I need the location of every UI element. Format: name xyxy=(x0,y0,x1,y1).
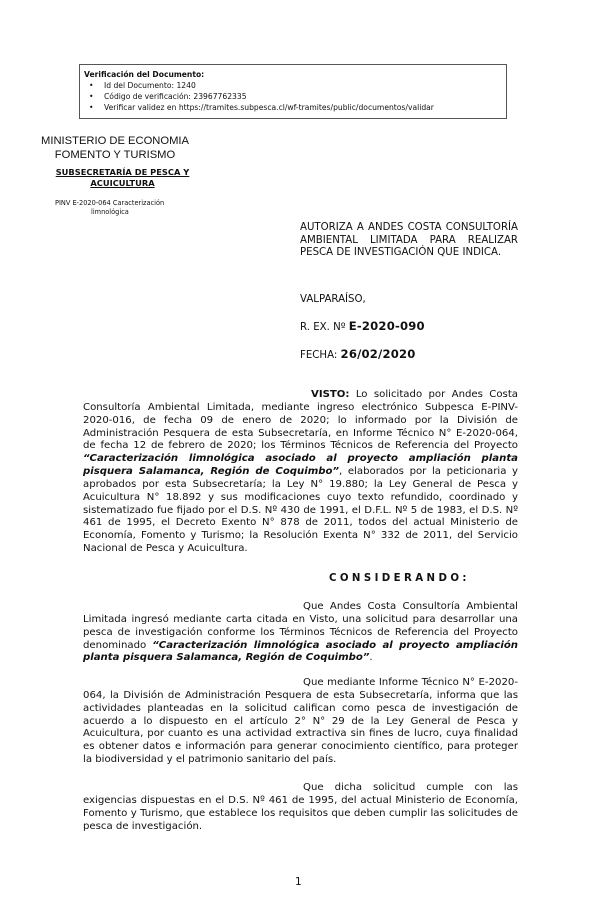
page-number: 1 xyxy=(295,876,302,888)
considerando-2-text: Que mediante Informe Técnico N° E-2020-064, la División de Administración Pesquera de esta Subsecretaría, informa que las actividades planteadas en la solicitud califican como pesca de investigación de acuerdo a lo dispuesto en el artículo 2° N° 29 de la Ley General de Pesca y Acuicultura, por cuanto es una actividad extractiva sin fines de lucro, cuya finalidad es obtener datos e información para generar conocimiento científico, para proteger la biodiversidad y el patrimonio sanitario del país. xyxy=(83,677,518,766)
reference-note xyxy=(55,199,185,217)
fecha-label: FECHA: xyxy=(300,350,338,361)
visto-label: VISTO: xyxy=(311,389,350,400)
resolution-number xyxy=(300,319,425,333)
verification-box xyxy=(79,64,507,119)
considerando-paragraph-1: Que Andes Costa Consultoría Ambiental Limitada ingresó mediante carta citada en Visto, una solicitud para desarrollar una pesca de investigación conforme los Términos Técnicos de Referencia del Proyecto denominado “Caracterización limnológica asociado al proyecto ampliación planta pisquera Salamanca, Región de Coquimbo”. xyxy=(83,601,518,664)
considerando-1-project: “Caracterización limnológica asociado al proyecto ampliación planta pisquera Salamanca, Región de Coquimbo” xyxy=(83,639,518,664)
considerando-paragraph-2 xyxy=(83,677,518,767)
visto-text-2: , elaborados por la peticionaria y aprobados por esta Subsecretaría; la Ley N° 19.880; la Ley General de Pesca y Acuicultura N° 18.892 y sus modificaciones cuyo texto refundido, coordinado y sistematizado fue fijado por el D.S. Nº 430 de 1991, el D.F.L. Nº 5 de 1983, el D.S. Nº 461 de 1995, el Decreto Exento N° 878 de 2011, todos del actual Ministerio de Economía, Fomento y Turismo; la Resolución Exenta N° 332 de 2011, del Servicio Nacional de Pesca y Acuicultura. xyxy=(83,466,518,555)
verification-code: • Código de verificación: 23967762335 xyxy=(104,91,506,102)
considerando-paragraph-3 xyxy=(83,782,518,833)
ministry-line-1: MINISTERIO DE ECONOMIA xyxy=(41,135,189,147)
considerando-1-text: Que Andes Costa Consultoría Ambiental Limitada ingresó mediante carta citada en Visto, una solicitud para desarrollar una pesca de investigación conforme los Términos Técnicos de Referencia del Proyecto denominado xyxy=(83,601,518,651)
subsecretaria-name: SUBSECRETARÍA DE PESCA Y ACUICULTURA xyxy=(55,167,190,188)
verification-url[interactable]: • Verificar validez en https://tramites.subpesca.cl/wf-tramites/public/documentos/validar xyxy=(104,102,506,113)
ministry-line-2: FOMENTO Y TURISMO xyxy=(54,149,176,161)
resolution-date xyxy=(300,347,416,361)
ministry-name xyxy=(40,134,190,162)
visto-text-1: Lo solicitado por Andes Costa Consultoría Ambiental Limitada, mediante ingreso electrónico Subpesca E-PINV-2020-016, de fecha 09 de enero de 2020; lo informado por la División de Administración Pesquera de esta Subsecretaría, en Informe Técnico N° E-2020-064, de fecha 12 de febrero de 2020; los Términos Técnicos de Referencia del Proyecto xyxy=(83,389,519,452)
rex-number: E-2020-090 xyxy=(348,319,425,333)
rex-label: R. EX. Nº xyxy=(300,322,346,333)
reference-line-2: limnológica xyxy=(91,208,129,216)
reference-line-1: PINV E-2020-064 Caracterización xyxy=(55,199,165,207)
visto-project-title: “Caracterización limnológica asociado al proyecto ampliación planta pisquera Salamanca, Región de Coquimbo” xyxy=(83,453,518,478)
document-id: • Id del Documento: 1240 xyxy=(104,80,506,91)
considerando-heading: CONSIDERANDO: xyxy=(329,573,470,584)
verification-list xyxy=(84,80,506,113)
verification-title: Verificación del Documento: xyxy=(84,70,205,79)
decree-title: AUTORIZA A ANDES COSTA CONSULTORÍA AMBIENTAL LIMITADA PARA REALIZAR PESCA DE INVESTIGACIÓN QUE INDICA. xyxy=(300,222,518,258)
city: VALPARAÍSO, xyxy=(300,294,366,305)
considerando-3-text: Que dicha solicitud cumple con las exigencias dispuestas en el D.S. Nº 461 de 1995, del actual Ministerio de Economía, Fomento y Turismo, que establece los requisitos que deben cumplir las solicitudes de pesca de investigación. xyxy=(83,782,518,832)
fecha-value: 26/02/2020 xyxy=(340,347,416,361)
visto-paragraph xyxy=(83,389,518,556)
